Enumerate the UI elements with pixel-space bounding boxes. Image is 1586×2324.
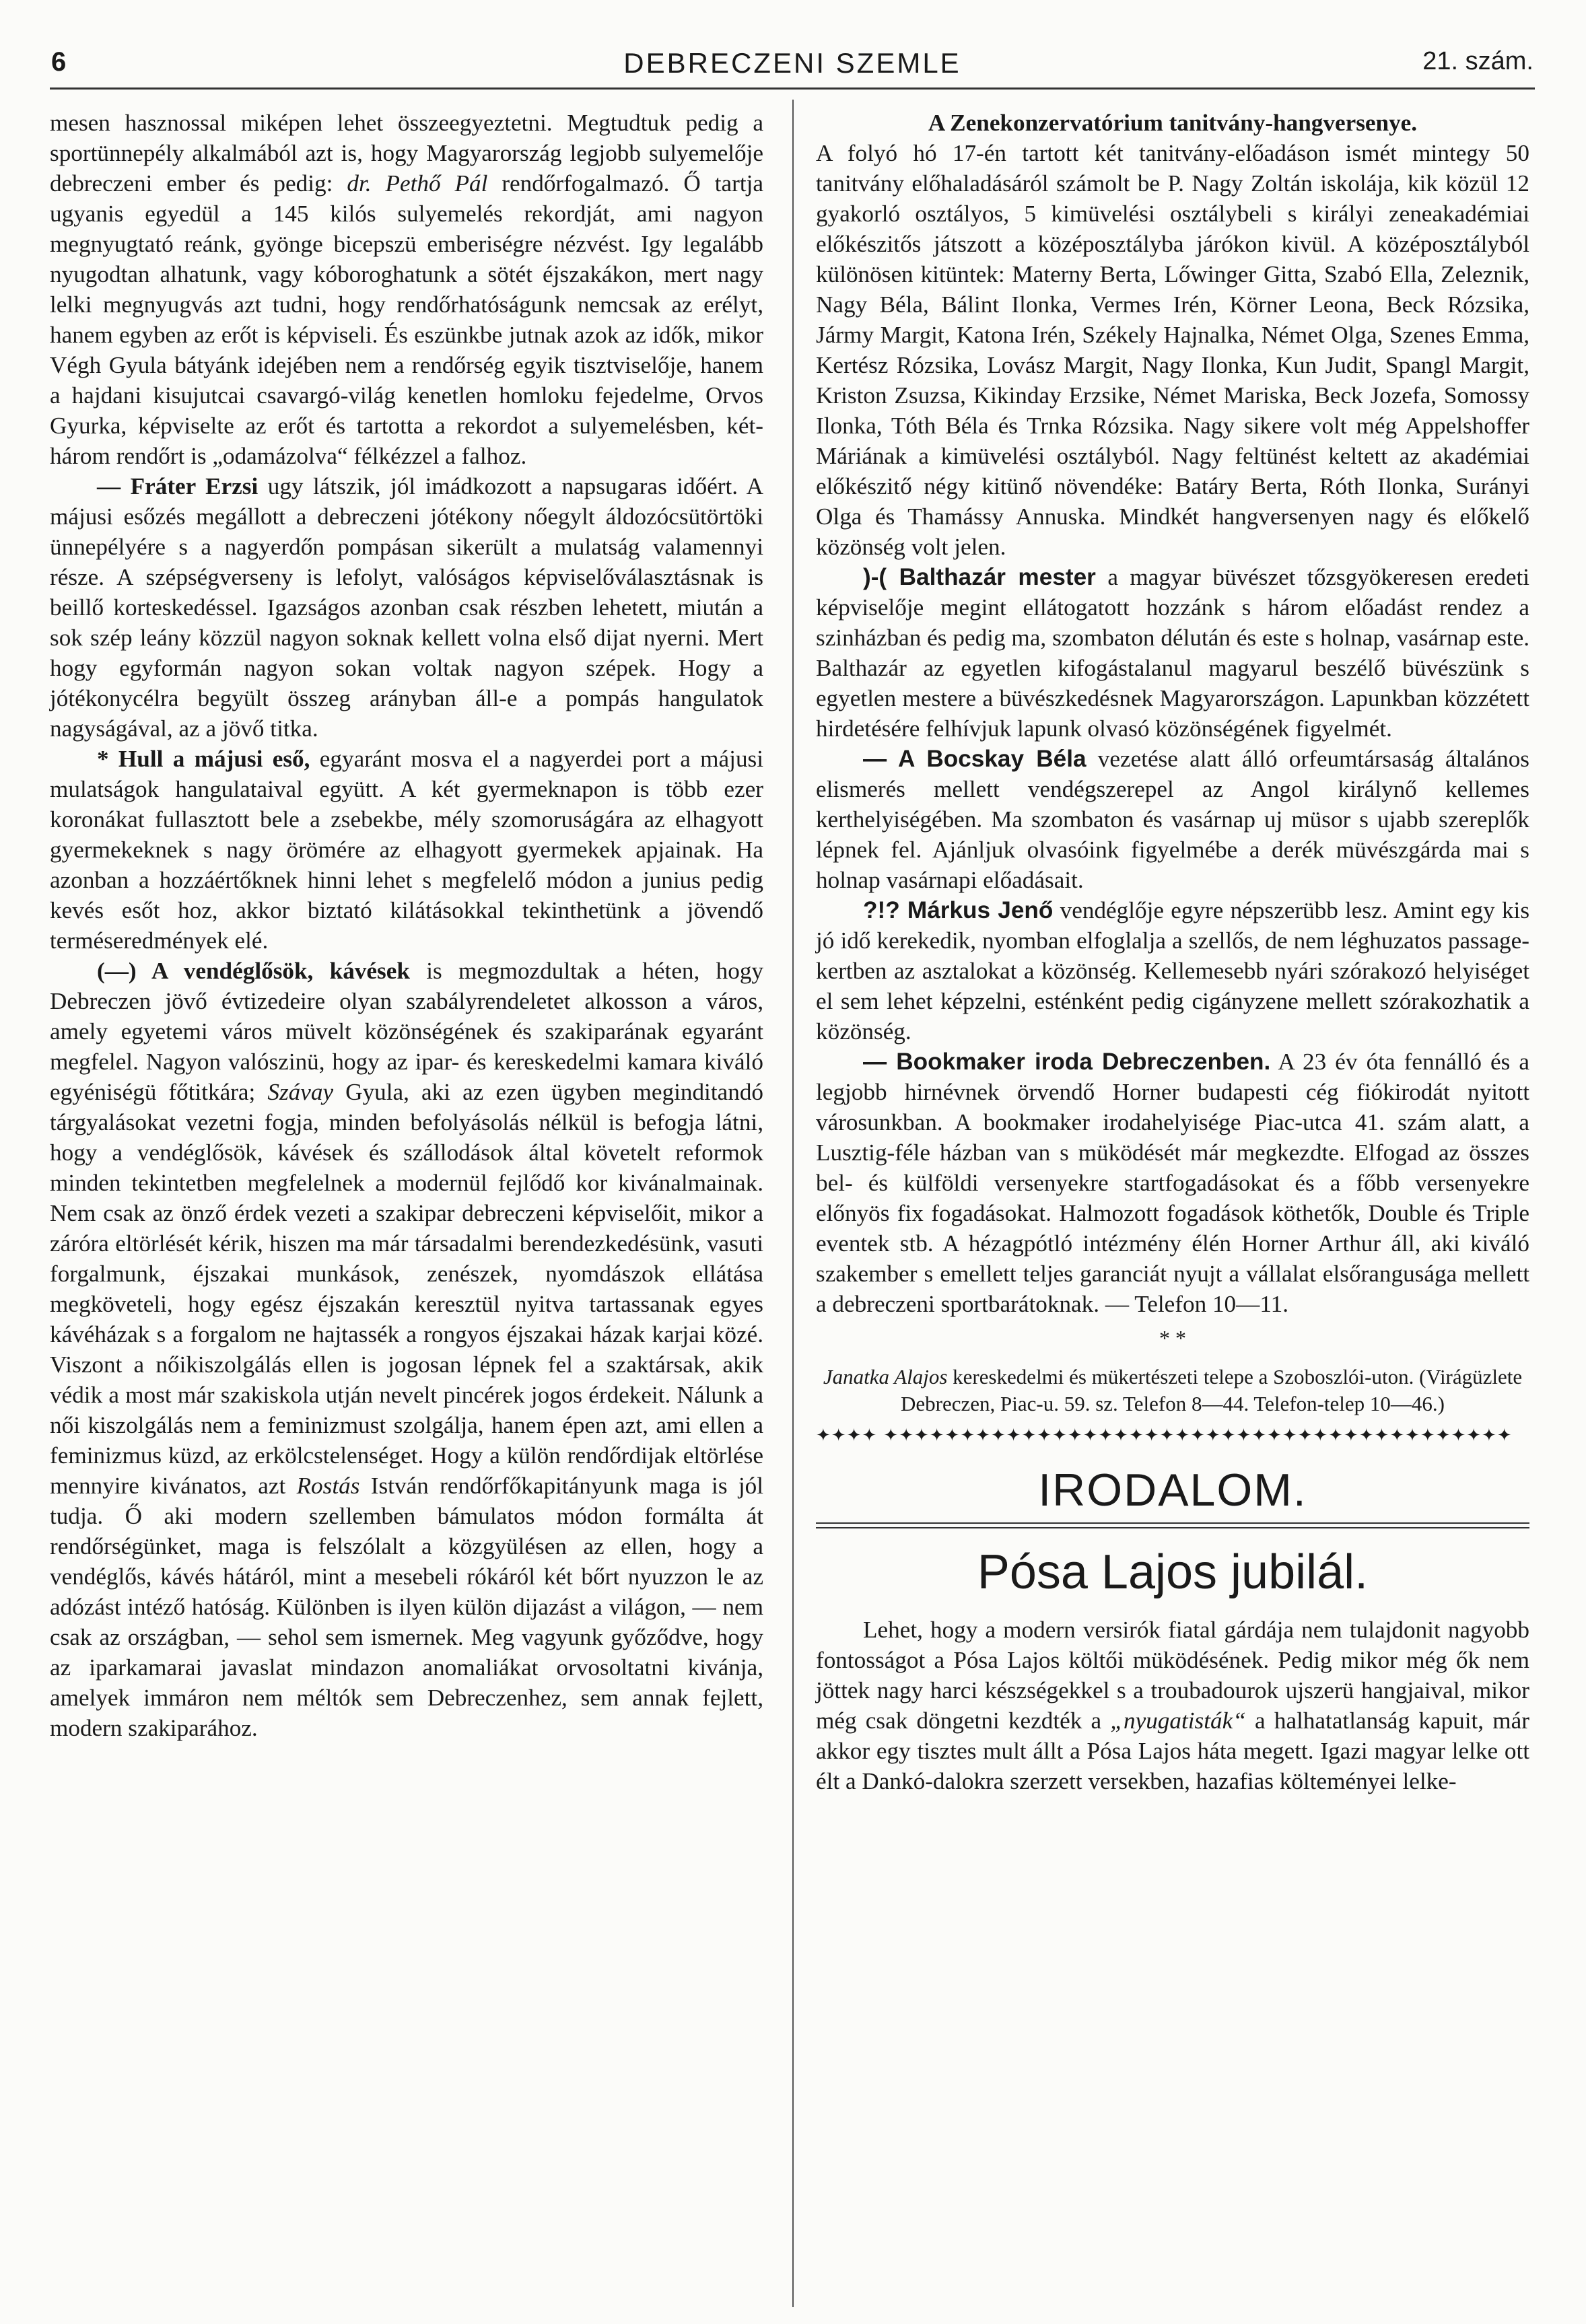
article-head: (—) A vendéglősök, kávések [97,958,410,984]
name-rostas: Rostás [296,1473,360,1499]
article-bookmaker: — Bookmaker iroda Debreczenben. A 23 év óta fennálló és a legjobb hirnévnek örvendő Horner budapesti cég fiókirodát nyitott városunkban. A bookmaker irodahelyisége Piac-utca 41. szám alatt, a Lusztig-féle házban van s müködését már megkezdte. Elfogad az összes bel- és külföldi versenyekre startfogadásokat és a főbb versenyekre előnyös fix fogadásokat. Halmozott fogadások köthetők, Double és Triple eventek stb. A hézagpótló intézmény élén Horner Arthur áll, aki kiváló szakember s emellett teljes garanciát nyujt a vállalat elsőrangusága mellett a debreczeni sportbarátoknak. — Telefon 10—11. [816,1049,1529,1317]
advertisement-janatka: Janatka Alajos kereskedelmi és mükertészeti telepe a Szoboszlói-uton. (Virágüzlete Debreczen, Piac-u. 59. sz. Telefon 8—44. Telefon-telep 10—46.) [823,1365,1523,1415]
article-title-konzervatorium: A Zenekonzervatórium tanitvány-hangversenye. [928,110,1418,136]
section-rule [816,1522,1529,1528]
article-vendeglosok: (—) A vendéglősök, kávések is megmozdultak a héten, hogy Debreczen jövő évtizedeire olyan szabályrendeletet alkosson a város, amely egyetemi város müvelt közönségének és szakiparának egyaránt megfelel. Nagyon valószinü, hogy az ipar- és kereskedelmi kamara kiváló egyéniségü főtitkára; Szávay Gyula, aki az ezen ügyben meginditandó tárgyalásokat vezetni fogja, minden befolyásolás nélkül is befogja látni, hogy a vendéglősök, kávések és szállodások által követelt reformok minden tekintetben megfelelnek a modernül fejlődő kor kivánalmainak. Nem csak az önző érdek vezeti a szakipar debreczeni képviselőit, mikor a záróra eltörlését kérik, hiszen ma már társadalmi berendezkedésünk, vasuti forgalmunk, éjszakai munkások, zenészek, nyomdászok ellátása megköveteli, hogy egész éjszakán keresztül nyitva tartassanak egyes kávéházak s a forgalom ne hajtassék a rongyos éjszakai házak karjai közé. Viszont a nőikiszolgálás ellen is jogosan lépnek fel a szaktársak, akik védik a most már szakiskola utján nevelt pincérek jogos érdekeit. Nálunk a női kiszolgálás nem a feminizmust szolgálja, hanem épen azt, ami ellen a feminizmus küzd, az erkölcstelenséget. Hogy a külön rendőrdijak eltörlése mennyire kivánatos, azt Rostás István rendőrfőkapitányunk maga is jól tudja. Ő aki modern szellemben bámulatos módon formálta át rendőrségünket, maga is felszólalt a közgyülésen az ellen, hogy a vendéglős, kávés hátáról, mint a mesebeli rókáról két bőrt nyuzzon le az adózást intéző hatóság. Különben is ilyen külön dijazást a világon, — nem csak az országban, — sehol sem ismernek. Meg vagyunk győződve, hogy az iparkamarai javaslat mindazon anomaliákat orvosoltatni kivánja, amelyek immáron nem méltók sem Debreczenhez, sem annak fejlett, modern szakiparához. [50,958,764,1741]
decorative-border: ✦✦✦✦ ✦✦✦✦✦✦✦✦✦✦✦✦✦✦✦✦✦✦✦✦✦✦✦✦✦✦✦✦✦✦✦✦✦✦✦✦✦✦✦✦✦ [816,1425,1513,1446]
name-szavay: Szávay [267,1079,334,1105]
section-heading-irodalom: IRODALOM. [1038,1465,1307,1516]
separator-stars: * * [1159,1326,1186,1350]
article-pettho: mesen hasznossal miképen lehet összeegyeztetni. Megtudtuk pedig a sportünnepély alkalmából azt is, hogy Magyarország legjobb sulyemelője debreczeni ember és pedig: dr. Pethő Pál rendőrfogalmazó. Ő tartja ugyanis egyedül a 145 kilós sulyemelés rekordját, ami nagyon megnyugtató reánk, gyönge bicepszü emberiségre nézvést. Igy legalább nyugodtan alhatunk, vagy kóboroghatunk a sötét éjszakákon, mert nagy lelki megnyugvás azt tudni, hogy rendőrhatóságunk nemcsak az erélyt, hanem egyben az erőt is képviseli. És eszünkbe jutnak azok az idők, mikor Végh Gyula bátyánk idejében nem a rendőrség egyik tisztviselője, hanem a hajdani kisujutcai csavargó-világ kenetlen homloku fejedelme, Orvos Gyurka, képviselte az erőt és tartotta a rekordot a sulyemelésben, két-három rendőrt is „odamázolva“ félkézzel a falhoz. [50,110,764,469]
article-head: — A Bocskay Béla [863,746,1087,772]
left-column [50,108,763,1743]
advertiser-name: Janatka Alajos [823,1365,948,1388]
issue-number: 21. szám. [1422,47,1533,75]
column-divider [792,100,794,2307]
article-head: )-( Balthazár mester [863,564,1096,590]
article-head: ?!? Márkus Jenő [863,897,1054,923]
page-header [50,39,1535,90]
article-markus: ?!? Márkus Jenő vendéglője egyre népszerübb lesz. Amint egy kis jó idő kerekedik, nyomban elfoglalja a szellős, de nem léghuzatos passage-kertben az asztalokat a közönség. Kellemesebb nyári szórakozó helyiséget el sem lehet képzelni, esténként pedig cigányzene mellett szórakozhatik a közönség. [816,897,1530,1045]
newspaper-title: DEBRECZENI SZEMLE [623,47,961,79]
article-title-posa: Pósa Lajos jubilál. [977,1545,1369,1599]
right-column [816,108,1529,1796]
article-head: — Bookmaker iroda Debreczenben. [863,1049,1271,1075]
article-konzervatorium: A folyó hó 17-én tartott két tanitvány-előadáson ismét mintegy 50 tanitvány előhaladásáról számolt be P. Nagy Zoltán iskolája, kik közül 12 gyakorló osztályos, 5 kimüvelési osztálybeli s királyi zeneakadémiai előkészitős játszott a középosztályba járókon kivül. A középosztályból különösen kitüntek: Materny Berta, Lőwinger Gitta, Szabó Ella, Zeleznik, Nagy Béla, Bálint Ilonka, Vermes Irén, Körner Leona, Beck Rózsika, Jármy Margit, Katona Irén, Székely Hajnalka, Német Olga, Szenes Emma, Kertész Rózsika, Lovász Margit, Nagy Ilonka, Kun Judit, Spangl Margit, Kriston Zsuzsa, Kikinday Erzsike, Német Mariska, Beck Jozefa, Somossy Ilonka, Tóth Béla és Trnka Rózsika. Nagy sikere volt még Appelshoffer Máriának a kimüvelési osztályból. Nagy feltünést keltett az akadémiai előkészitő négy kitünő növendéke: Batáry Berta, Róth Ilonka, Surányi Olga és Thamássy Annuska. Mindkét hangversenyen nagy és előkelő közönség volt jelen. [816,140,1529,560]
article-bocskay: — A Bocskay Béla vezetése alatt álló orfeumtársaság általános elismerés mellett vendégszerepel az Angol királynő kellemes kerthelyiségében. Ma szombaton és vasárnap uj müsor s ujabb szereplők lépnek fel. Ajánljuk olvasóink figyelmébe a derék müvészgárda mai s holnap vasárnapi előadásait. [816,746,1529,893]
article-posa: Lehet, hogy a modern versirók fiatal gárdája nem tulajdonit nagyobb fontosságot a Pósa Lajos költői müködésének. Pedig mikor még ők nem jöttek nagy harci készségekkel s a troubadourok ujszerü hangjaival, mikor még csak döngetni kezdték a „nyugatisták“ a halhatatlanság kapuit, már akkor egy tisztes mult állt a Pósa Lajos hátа megett. Igazi magyar lelke ott élt a Dankó-dalokra szerzett versekben, hazafias költeményei lelke- [816,1617,1530,1794]
article-balthazar: )-( Balthazár mester a magyar büvészet tőzsgyökeresen eredeti képviselője megint ellátogatott hozzánk s három előadást rendez a szinházban és pedig ma, szombaton délután és este s holnap, vasárnap este. Balthazár az egyetlen kifogástalanul magyarul beszélő büvészünk s egyetlen mestere a büvészkedésnek Magyarországon. Lapunkban közzétett hirdetésére felhívjuk lapunk olvasó közönségének figyelmét. [816,564,1530,742]
article-head: — Fráter Erzsi [97,473,258,499]
newspaper-page [50,39,1535,2307]
article-frater-erzsi: — Fráter Erzsi ugy látszik, jól imádkozott a napsugaras időért. A májusi esőzés megállott a debreczeni jótékony nőegylt áldozócsütörtöki ünnepélyére s a nagyerdőn pompásan sikerült a mulatság valamennyi része. A szépségverseny is lefolyt, valóságos képviselőválasztásnak is beillő korteskedéssel. Igazságos azonban csak részben lehetett, miután a sok szép leány közzül nagyon soknak kellett volna első dijat nyerni. Mert hogy egyformán nagyon sokan voltak nagyon szépek. Hogy a jótékonycélra begyült összeg arányban áll-e a pompás hangulatok nagyságával, az a jövő titka. [50,473,764,742]
name-petho: dr. Pethő Pál [347,170,488,197]
article-head: * Hull a májusi eső, [97,746,310,772]
article-majusi-eso: * Hull a májusi eső, egyaránt mosva el a nagyerdei port a májusi mulatságok hangulataival együtt. A két gyermeknapon is több ezer koronákat fullasztott bele a zsebekbe, mély szomoruságára az elhagyott gyermekeknek s nagy örömére az elhagyott gyermekek apjainak. Ha azonban a hozzáértőknek hinni lehet s megfelelő módon a junius pedig kevés esőt hoz, akkor biztató kilátásokkal tekinthetünk a jövendő terméseredmények elé. [50,746,764,954]
page-number: 6 [51,47,67,77]
